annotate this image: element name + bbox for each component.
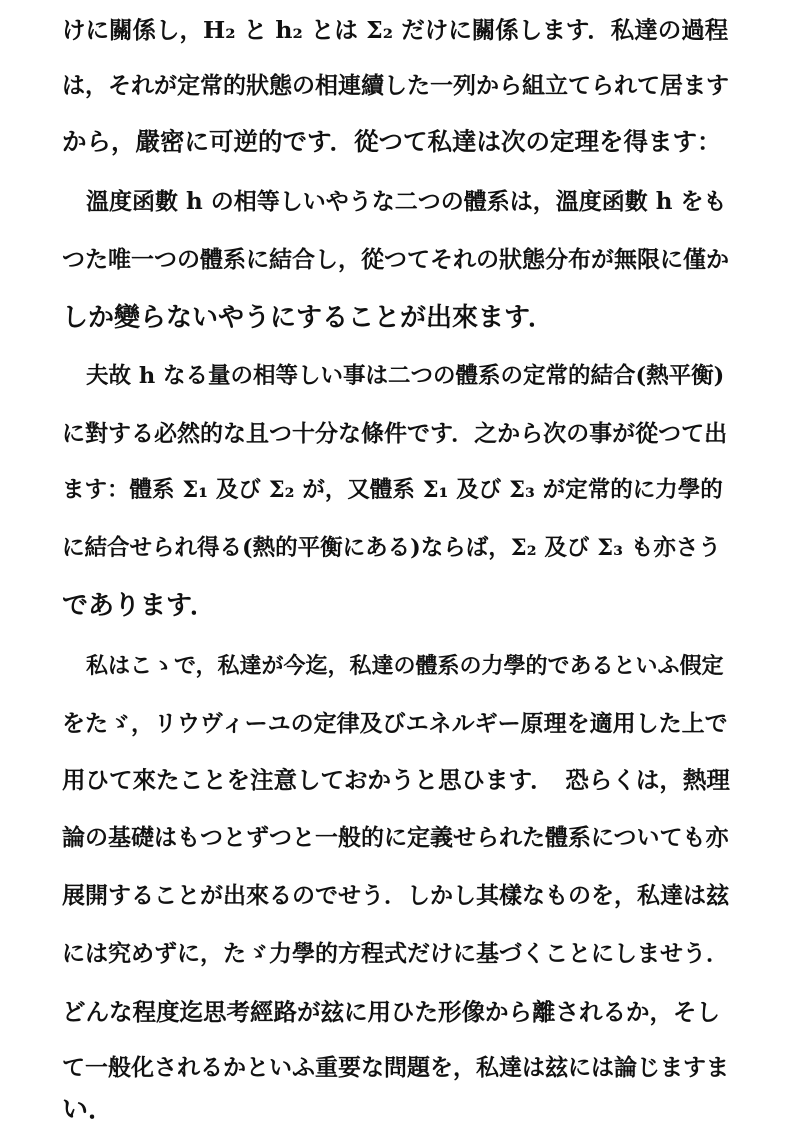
text-line-5: つた唯一つの體系に結合し，從つてそれの狀態分布が無限に僅か [62,246,729,273]
text-line-14: 用ひて來たことを注意しておかうと思ひます． 恐らくは，熱理 [62,766,730,794]
text-line-8: に對する必然的な且つ十分な條件です．之から次の事が從つて出 [62,420,728,447]
text-line-6: しか變らないやうにすることが出來ます． [62,303,554,333]
text-line-16: 展開することが出來るのでせう．しかし其樣なものを，私達は玆 [62,882,729,909]
text-line-11: であります． [62,591,216,621]
text-line-20: い． [62,1095,115,1125]
text-line-12: 私はこゝで，私達が今迄，私達の體系の力學的であるといふ假定 [86,653,724,679]
text-line-10: に結合せられ得る(熱的平衡にある)ならば，Σ₂ 及び Σ₃ も亦さう [62,535,721,561]
text-line-1: けに關係し，H₂ と h₂ とは Σ₂ だけに關係します．私達の過程 [62,16,729,44]
text-line-7: 夫故 h なる量の相等しい事は二つの體系の定常的結合(熱平衡) [86,363,725,389]
text-line-13: をたゞ，リウヴィーユの定律及びエネルギー原理を適用した上で [62,710,728,737]
text-line-3: から，嚴密に可逆的です．從つて私達は次の定理を得ます： [62,127,722,156]
text-line-2: は，それが定常的狀態の相連續した一列から組立てられて居ます [62,72,729,99]
text-line-17: には究めずに，たゞ力學的方程式だけに基づくことにしませう． [62,940,729,967]
text-line-18: どんな程度迄思考經路が玆に用ひた形像から離されるか，そし [62,998,720,1026]
text-line-4: 溫度函數 h の相等しいやうな二つの體系は，溫度函數 h をも [86,188,727,215]
text-line-15: 論の基礎はもつとずつと一般的に定義せられた體系についても亦 [62,824,729,851]
text-line-9: ます：體系 Σ₁ 及び Σ₂ が，又體系 Σ₁ 及び Σ₃ が定常的に力學的 [62,477,723,503]
text-line-19: て一般化されるかといふ重要な問題を，私達は玆には論じますま [62,1054,729,1081]
